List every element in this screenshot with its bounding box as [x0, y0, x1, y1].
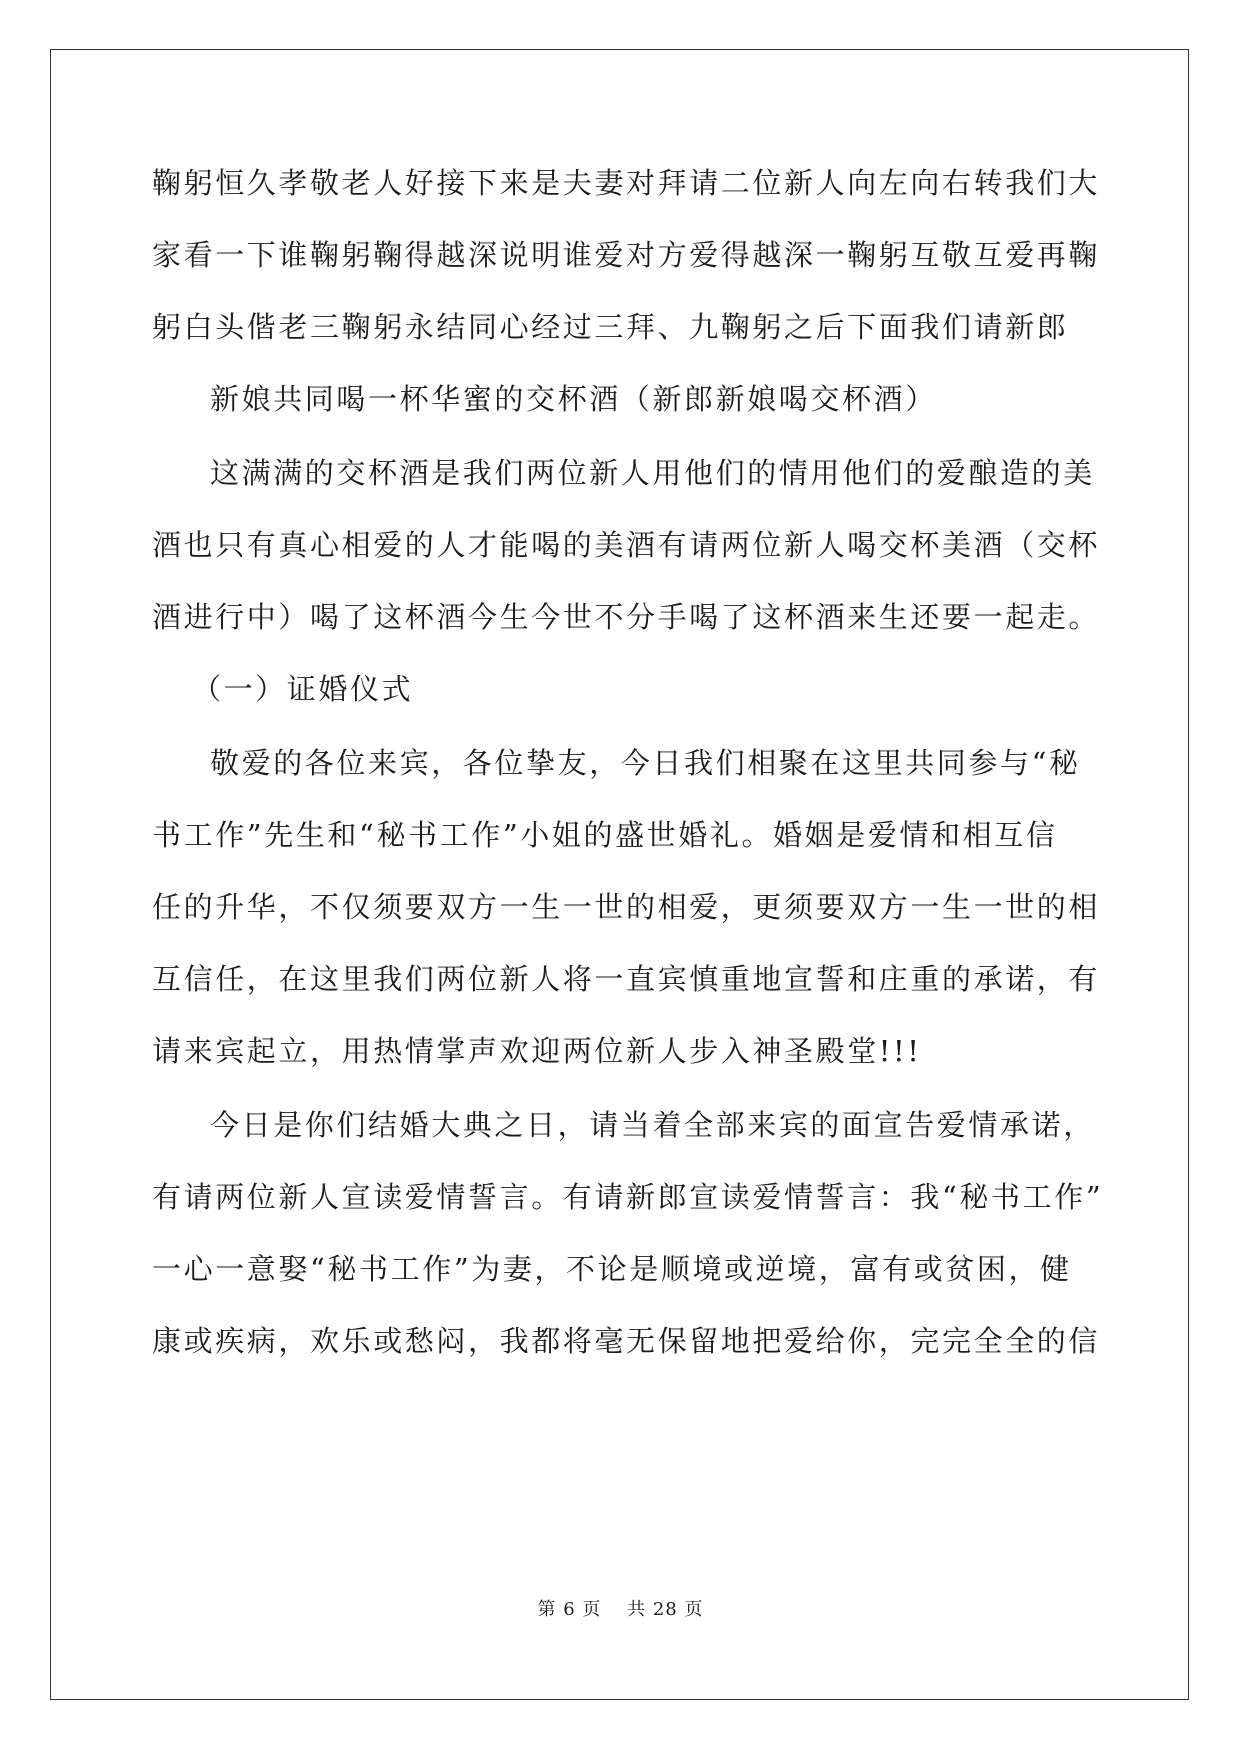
page-border	[50, 49, 1189, 1700]
text-line: 家看一下谁鞠躬鞠得越深说明谁爱对方爱得越深一鞠躬互敬互爱再鞠	[152, 238, 1101, 272]
section-heading: （一）证婚仪式	[192, 672, 414, 706]
text-line: 有请两位新人宣读爱情誓言。有请新郎宣读爱情誓言：我“秘书工作”	[152, 1180, 1104, 1214]
text-line: 今日是你们结婚大典之日，请当着全部来宾的面宣告爱情承诺，	[210, 1108, 1095, 1142]
text-line: 酒也只有真心相爱的人才能喝的美酒有请两位新人喝交杯美酒（交杯	[152, 528, 1101, 562]
text-line: 新娘共同喝一杯华蜜的交杯酒（新郎新娘喝交杯酒）	[210, 382, 937, 416]
text-line: 这满满的交杯酒是我们两位新人用他们的情用他们的爱酿造的美	[210, 456, 1095, 490]
text-line: 请来宾起立，用热情掌声欢迎两位新人步入神圣殿堂!!!	[152, 1034, 922, 1068]
text-line: 互信任，在这里我们两位新人将一直宾慎重地宣誓和庄重的承诺，有	[152, 962, 1101, 996]
text-line: 酒进行中）喝了这杯酒今生今世不分手喝了这杯酒来生还要一起走。	[152, 600, 1101, 634]
text-line: 书工作”先生和“秘书工作”小姐的盛世婚礼。婚姻是爱情和相互信	[152, 818, 1058, 852]
page-number: 第 6 页 共 28 页	[537, 1599, 704, 1620]
text-line: 敬爱的各位来宾，各位挚友，今日我们相聚在这里共同参与“秘	[210, 746, 1081, 780]
text-line: 任的升华，不仅须要双方一生一世的相爱，更须要双方一生一世的相	[152, 890, 1101, 924]
text-line: 躬白头偕老三鞠躬永结同心经过三拜、九鞠躬之后下面我们请新郎	[152, 310, 1069, 344]
text-line: 一心一意娶“秘书工作”为妻，不论是顺境或逆境，富有或贫困，健	[152, 1252, 1072, 1286]
text-line: 鞠躬恒久孝敬老人好接下来是夫妻对拜请二位新人向左向右转我们大	[152, 166, 1101, 200]
text-line: 康或疾病，欢乐或愁闷，我都将毫无保留地把爱给你，完完全全的信	[152, 1324, 1101, 1358]
